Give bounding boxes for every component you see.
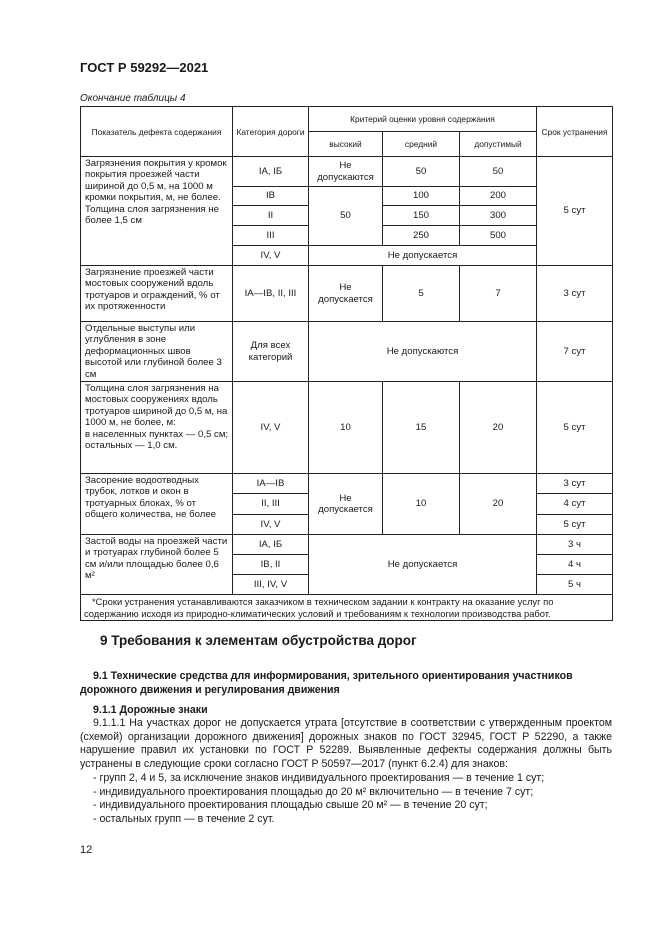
term-cell: 5 сут: [537, 157, 613, 266]
allow-cell: 7: [460, 266, 537, 322]
not-allowed-cell: Не допускается: [309, 246, 537, 266]
category-cell: IA, IБ: [233, 535, 309, 555]
defect-cell: Застой воды на проезжей части и тротуарах глубиной более 5 см и/или площадью более 0,6 м²: [81, 535, 233, 595]
allow-cell: 500: [460, 226, 537, 246]
header-category: Категория дороги: [233, 107, 309, 157]
category-cell: IV, V: [233, 246, 309, 266]
list-item: - групп 2, 4 и 5, за исключение знаков индивидуального проектирования — в течение 1 сут;: [93, 772, 545, 784]
header-defect: Показатель дефекта содержания: [81, 107, 233, 157]
mid-cell: 5: [383, 266, 460, 322]
mid-cell: 250: [383, 226, 460, 246]
defect-cell: Засорение водоотводных трубок, лотков и окон в тротуарных блоках, % от общего количества, не более: [81, 474, 233, 535]
defect-text: в населенных пунктах — 0,5 см; остальных — 1,0 см.: [85, 428, 229, 452]
category-cell: IA—IB: [233, 474, 309, 494]
allow-cell: 300: [460, 206, 537, 226]
allow-cell: 20: [460, 382, 537, 474]
header-allow: допустимый: [460, 132, 537, 157]
term-cell: 4 ч: [537, 555, 613, 575]
category-cell: IV, V: [233, 515, 309, 535]
term-cell: 3 ч: [537, 535, 613, 555]
header-criterion: Критерий оценки уровня содержания: [309, 107, 537, 132]
list-item: - индивидуального проектирования площадью свыше 20 м² — в течение 20 сут;: [93, 799, 488, 811]
header-term: Срок устранения: [537, 107, 613, 157]
allow-cell: 200: [460, 187, 537, 206]
term-cell: 3 сут: [537, 474, 613, 494]
category-cell: IA—IB, II, III: [233, 266, 309, 322]
defect-cell: Отдельные выступы или углубления в зоне деформационных швов высотой или глубиной более 3 см: [81, 322, 233, 382]
term-cell: 4 сут: [537, 494, 613, 515]
table-footnote: *Сроки устранения устанавливаются заказчиком в техническом задании к контракту на оказание услуг по содержанию исходя из природно-климатических условий и требованиям к технологии производства работ.: [81, 595, 613, 621]
term-cell: 3 сут: [537, 266, 613, 322]
high-cell: 10: [309, 382, 383, 474]
defect-text: Толщина слоя загрязнения на мостовых сооружениях вдоль тротуаров шириной до 0,5 м, на 1000 м, не более, м:: [85, 383, 228, 429]
high-cell: Не допускается: [309, 266, 383, 322]
category-cell: IA, IБ: [233, 157, 309, 187]
term-cell: 5 ч: [537, 575, 613, 595]
allow-cell: 20: [460, 474, 537, 535]
list-item: - остальных групп — в течение 2 сут.: [93, 812, 275, 825]
not-allowed-cell: Не допускаются: [309, 322, 537, 382]
document-header: ГОСТ Р 59292—2021: [80, 60, 209, 75]
defect-cell: Загрязнение проезжей части мостовых сооружений вдоль тротуаров и ограждений, % от их протяженности: [81, 266, 233, 322]
header-high: высокий: [309, 132, 383, 157]
mid-cell: 15: [383, 382, 460, 474]
mid-cell: 150: [383, 206, 460, 226]
table-caption: Окончание таблицы 4: [80, 93, 186, 104]
high-cell: Не допускается: [309, 474, 383, 535]
term-cell: 5 сут: [537, 382, 613, 474]
allow-cell: 50: [460, 157, 537, 187]
deadline-list: [93, 772, 544, 826]
subsubsection-title: 9.1.1 Дорожные знаки: [93, 704, 208, 716]
not-allowed-cell: Не допускается: [309, 535, 537, 595]
term-cell: 7 сут: [537, 322, 613, 382]
defect-cell: [81, 382, 233, 474]
term-cell: 5 сут: [537, 515, 613, 535]
category-cell: Для всех категорий: [233, 322, 309, 382]
category-cell: II: [233, 206, 309, 226]
category-cell: III: [233, 226, 309, 246]
category-cell: III, IV, V: [233, 575, 309, 595]
category-cell: IB, II: [233, 555, 309, 575]
body-paragraph: 9.1.1.1 На участках дорог не допускается утрата [отсутствие в соответствии с утвержденным проектом (схемой) организации дорожного движения] дорожных знаков по ГОСТ 32945, ГОСТ Р 52290, а также нарушение правил их установки по ГОСТ Р 52289. Выявленные дефекты содержания должны быть устранены в следующие сроки согласно ГОСТ Р 50597—2017 (пункт 6.2.4) для знаков:: [80, 717, 612, 770]
header-mid: средний: [383, 132, 460, 157]
defect-cell: Загрязнения покрытия у кромок покрытия проезжей части шириной до 0,5 м, на 1000 м кромки покрытия, м, не более. Толщина слоя загрязнения не более 1,5 см: [81, 157, 233, 266]
category-cell: IV, V: [233, 382, 309, 474]
section-title: 9 Требования к элементам обустройства дорог: [100, 633, 417, 648]
list-item: - индивидуального проектирования площадью до 20 м² включительно — в течение 7 сут;: [93, 785, 534, 798]
mid-cell: 10: [383, 474, 460, 535]
subsection-title: 9.1 Технические средства для информирования, зрительного ориентирования участников дорожного движения и регулирования движения: [80, 670, 573, 696]
page-number: 12: [80, 844, 93, 856]
high-cell: Не допускаются: [309, 157, 383, 187]
high-cell: 50: [309, 187, 383, 246]
mid-cell: 50: [383, 157, 460, 187]
category-cell: II, III: [233, 494, 309, 515]
table-4: [80, 106, 613, 621]
category-cell: IB: [233, 187, 309, 206]
mid-cell: 100: [383, 187, 460, 206]
